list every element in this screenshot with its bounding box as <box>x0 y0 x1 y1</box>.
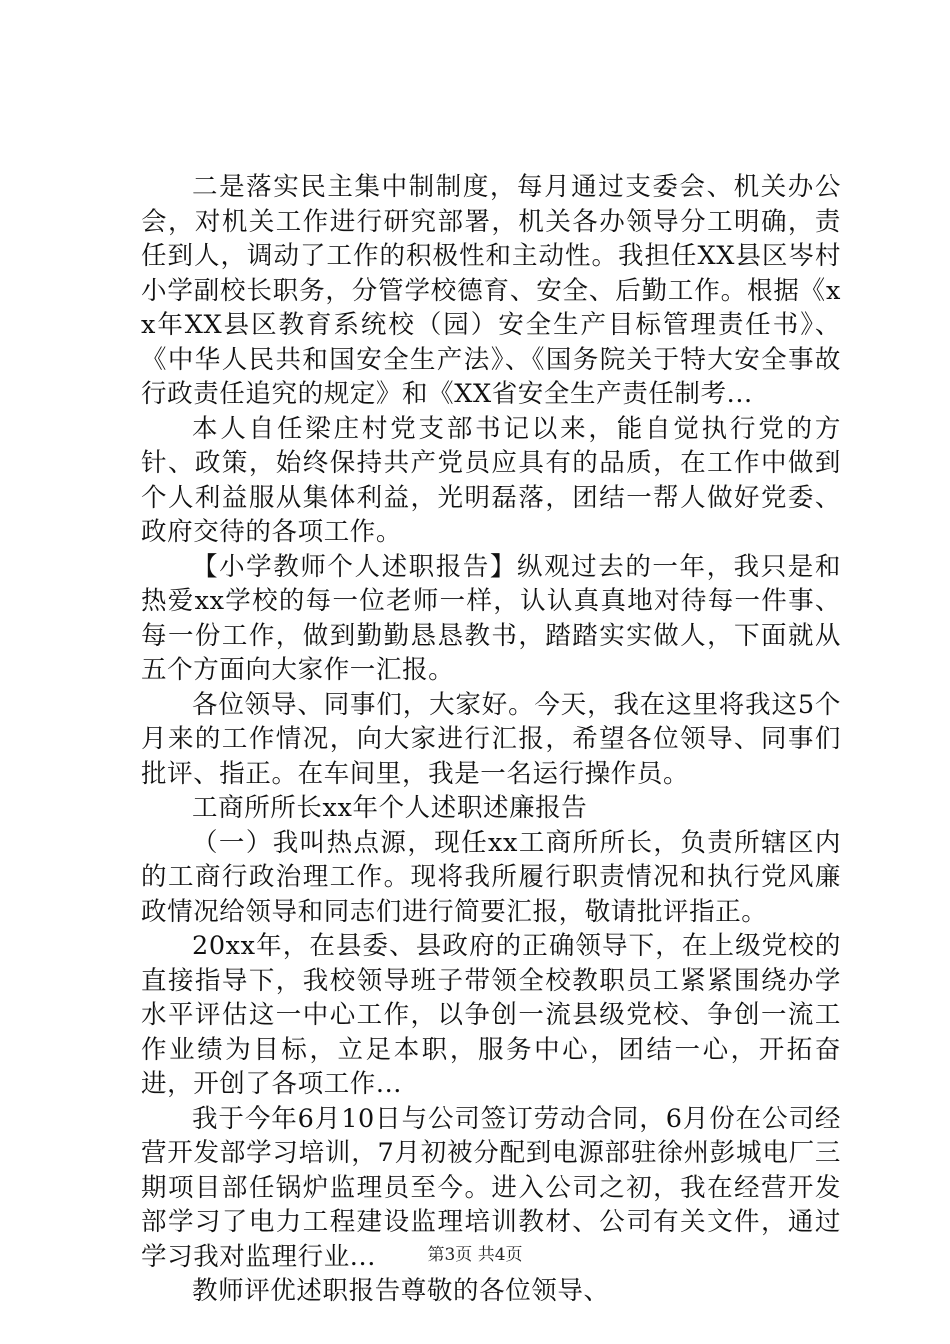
paragraph-6: （一）我叫热点源，现任xx工商所所长，负责所辖区内的工商行政治理工作。现将我所履行职责情况和执行党风廉政情况给领导和同志们进行简要汇报，敬请批评指正。 <box>141 827 841 927</box>
document-body <box>141 170 841 1309</box>
paragraph-7: 20xx年，在县委、县政府的正确领导下，在上级党校的直接指导下，我校领导班子带领全校教职员工紧紧围绕办学水平评估这一中心工作，以争创一流县级党校、争创一流工作业绩为目标，立足本职，服务中心，团结一心，开拓奋进，开创了各项工作... <box>141 931 841 1099</box>
paragraph-3: 【小学教师个人述职报告】纵观过去的一年，我只是和热爱xx学校的每一位老师一样，认认真真地对待每一件事、每一份工作，做到勤勤恳恳教书，踏踏实实做人，下面就从五个方面向大家作一汇报。 <box>141 551 841 685</box>
paragraph-1: 二是落实民主集中制制度，每月通过支委会、机关办公会，对机关工作进行研究部署，机关各办领导分工明确，责任到人，调动了工作的积极性和主动性。我担任XX县区岑村小学副校长职务，分管学校德育、安全、后勤工作。根据《xx年XX县区教育系统校（园）安全生产目标管理责任书》、《中华人民共和国安全生产法》、《国务院关于特大安全事故行政责任追究的规定》和《XX省安全生产责任制考... <box>141 172 841 409</box>
paragraph-8: 我于今年6月10日与公司签订劳动合同，6月份在公司经营开发部学习培训，7月初被分配到电源部驻徐州彭城电厂三期项目部任锅炉监理员至今。进入公司之初，我在经营开发部学习了电力工程建设监理培训教材、公司有关文件，通过学习我对监理行业... <box>141 1103 841 1272</box>
paragraph-5-heading: 工商所所长xx年个人述职述廉报告 <box>192 793 588 823</box>
paragraph-2: 本人自任梁庄村党支部书记以来，能自觉执行党的方针、政策，始终保持共产党员应具有的品质，在工作中做到个人利益服从集体利益，光明磊落，团结一帮人做好党委、政府交待的各项工作。 <box>141 413 841 547</box>
paragraph-9: 教师评优述职报告尊敬的各位领导、 <box>192 1276 610 1306</box>
page-number-footer: 第3页 共4页 <box>427 1245 523 1265</box>
paragraph-4: 各位领导、同事们，大家好。今天，我在这里将我这5个月来的工作情况，向大家进行汇报，希望各位领导、同事们批评、指正。在车间里，我是一名运行操作员。 <box>141 689 841 789</box>
